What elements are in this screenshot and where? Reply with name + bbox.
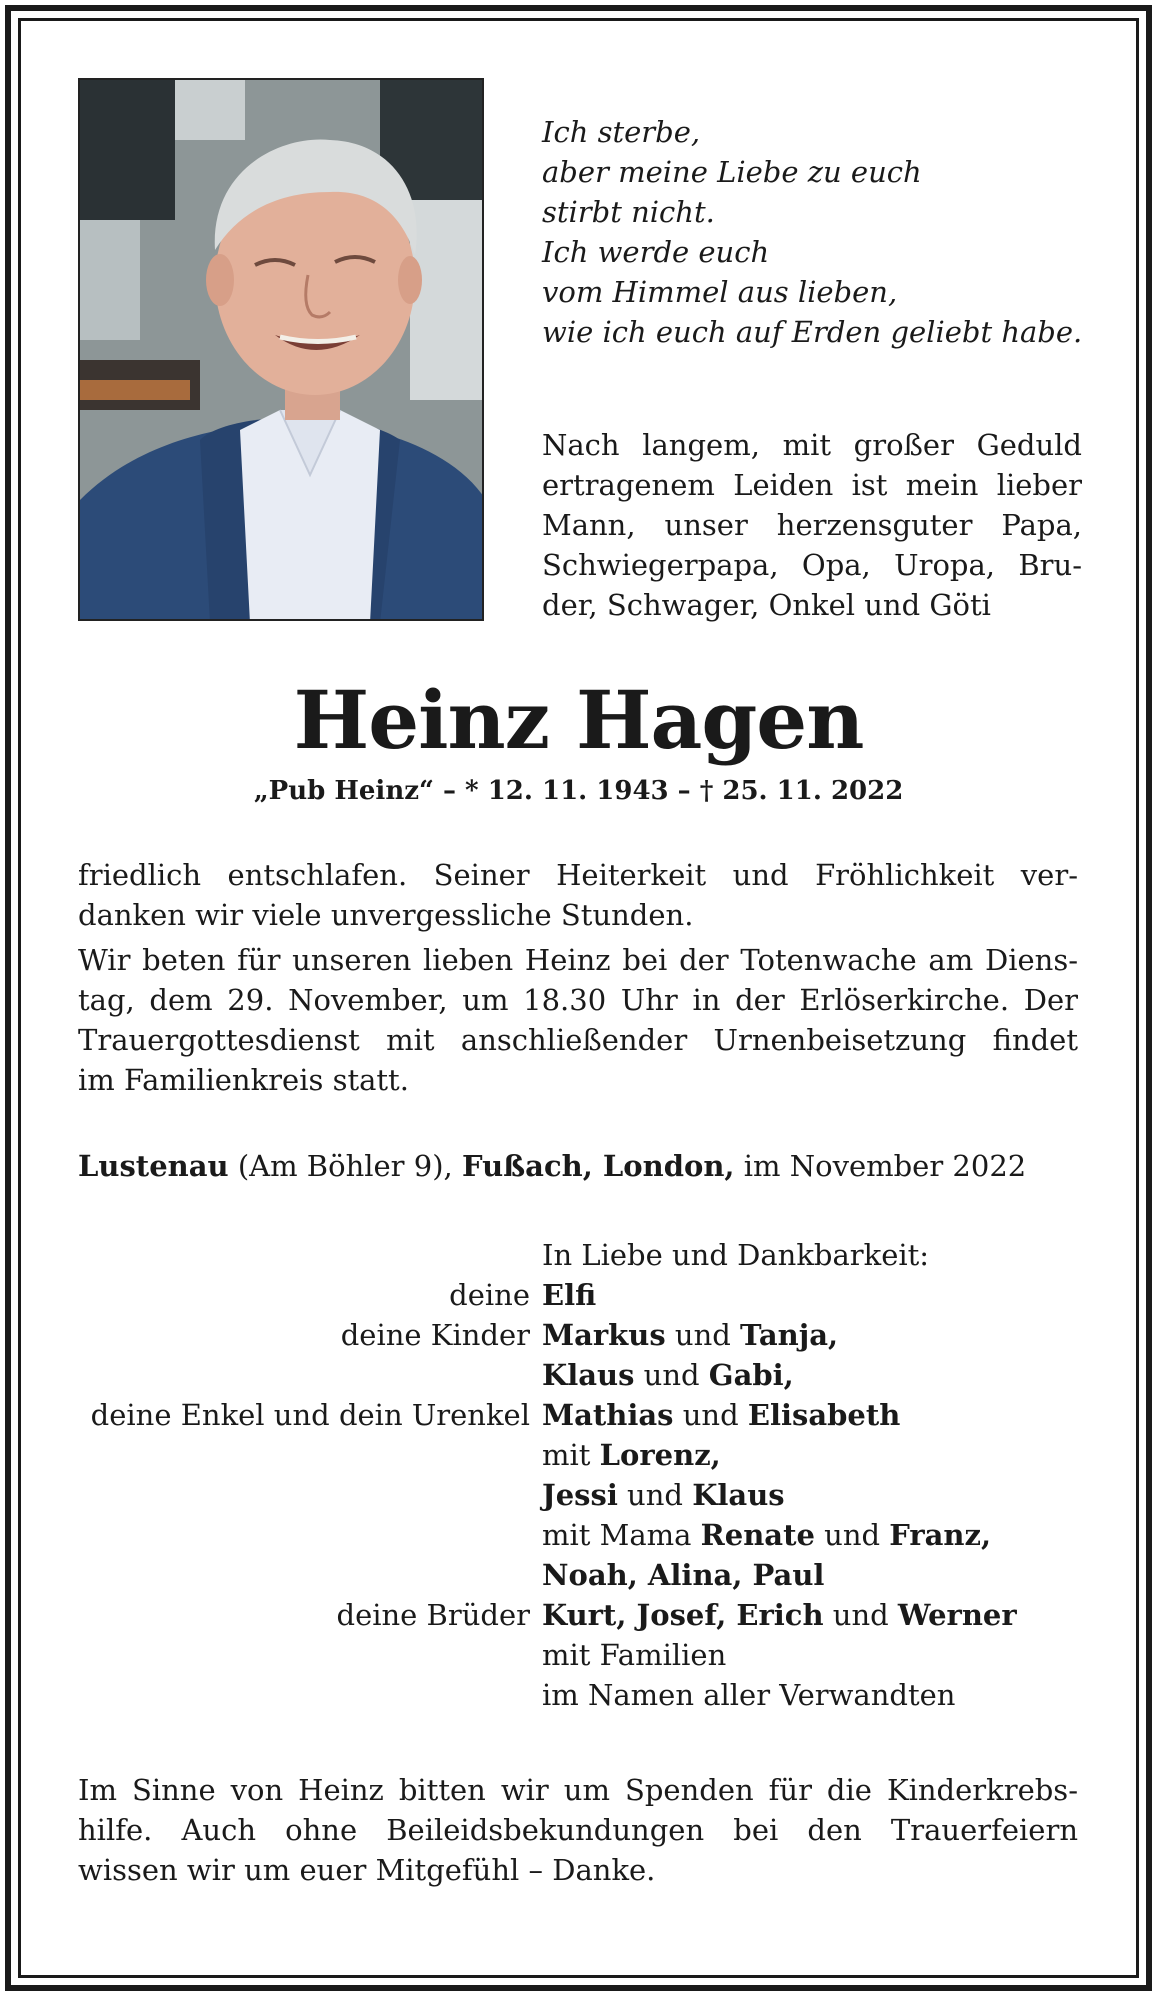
family-row bbox=[0, 1355, 1157, 1395]
intro-line: Mann, unser herzensguter Papa, bbox=[542, 508, 1082, 542]
family-name: Tanja, bbox=[740, 1318, 839, 1352]
family-row bbox=[0, 1515, 1157, 1555]
intro-line: Schwiegerpapa, Opa, Uropa, Bru- bbox=[542, 548, 1082, 582]
family-name: Gabi, bbox=[708, 1358, 794, 1392]
family-names bbox=[542, 1355, 794, 1395]
place-others: Fußach, London, bbox=[461, 1149, 735, 1183]
family-names bbox=[542, 1395, 900, 1435]
family-names bbox=[542, 1475, 785, 1515]
family-name: Klaus bbox=[542, 1358, 635, 1392]
family-connector: und bbox=[814, 1518, 890, 1552]
family-relation-label: deine Brüder bbox=[336, 1598, 530, 1632]
family-name: Markus bbox=[542, 1318, 666, 1352]
paragraph-2 bbox=[78, 940, 1078, 1100]
place-date: im November 2022 bbox=[743, 1149, 1027, 1183]
portrait-photo bbox=[78, 78, 484, 621]
intro-line: der, Schwager, Onkel und Göti bbox=[542, 588, 991, 622]
closing-line: wissen wir um euer Mitgefühl – Danke. bbox=[78, 1853, 656, 1887]
paragraph-line: Wir beten für unseren lieben Heinz bei der Totenwache am Diens- bbox=[78, 943, 1078, 977]
place-line bbox=[78, 1146, 1026, 1186]
paragraph-line: Trauergottesdienst mit anschließender Urnenbeisetzung findet bbox=[78, 1023, 1078, 1057]
family-name: Jessi bbox=[542, 1478, 618, 1512]
family-connector: mit bbox=[542, 1438, 600, 1472]
family-name: Kurt, Josef, Erich bbox=[542, 1598, 824, 1632]
intro-text bbox=[542, 425, 1082, 625]
family-names bbox=[542, 1635, 726, 1675]
family-row bbox=[0, 1475, 1157, 1515]
family-name: Noah, Alina, Paul bbox=[542, 1558, 825, 1592]
deceased-name: Heinz Hagen bbox=[293, 673, 864, 767]
closing-paragraph bbox=[78, 1770, 1078, 1890]
family-name: Elisabeth bbox=[747, 1398, 901, 1432]
family-row bbox=[0, 1635, 1157, 1675]
family-name: Werner bbox=[897, 1598, 1017, 1632]
poem-line: stirbt nicht. bbox=[542, 195, 715, 229]
family-connector: und bbox=[823, 1598, 898, 1632]
place-address: (Am Böhler 9), bbox=[237, 1149, 453, 1183]
paragraph-line: im Familienkreis statt. bbox=[78, 1063, 409, 1097]
family-names bbox=[542, 1275, 596, 1315]
family-name: Lorenz, bbox=[599, 1438, 721, 1472]
poem-line: Ich sterbe, bbox=[542, 115, 701, 149]
family-row bbox=[0, 1675, 1157, 1715]
family-connector: und bbox=[617, 1478, 693, 1512]
family-names bbox=[542, 1555, 824, 1595]
family-name: Elfi bbox=[542, 1278, 597, 1312]
family-row bbox=[0, 1395, 1157, 1435]
family-row bbox=[0, 1435, 1157, 1475]
family-connector: im Namen aller Verwandten bbox=[542, 1678, 956, 1712]
paragraph-line: danken wir viele unvergessliche Stunden. bbox=[78, 898, 694, 932]
paragraph-line: friedlich entschlafen. Seiner Heiterkeit und Fröhlichkeit ver- bbox=[78, 858, 1078, 892]
family-row bbox=[0, 1555, 1157, 1595]
poem-line: aber meine Liebe zu euch bbox=[542, 155, 922, 189]
family-relation-label: deine Kinder bbox=[340, 1318, 530, 1352]
family-names bbox=[542, 1315, 838, 1355]
life-dates: „Pub Heinz“ – * 12. 11. 1943 – † 25. 11. 2022 bbox=[253, 776, 904, 806]
poem bbox=[542, 112, 1102, 352]
family-connector: mit Familien bbox=[542, 1638, 727, 1672]
family-connector: und bbox=[634, 1358, 709, 1392]
family-row bbox=[0, 1595, 1157, 1635]
thanks-line: In Liebe und Dankbarkeit: bbox=[542, 1238, 930, 1272]
intro-line: Nach langem, mit großer Geduld bbox=[542, 428, 1082, 462]
family-names bbox=[542, 1515, 991, 1555]
family-name: Mathias bbox=[542, 1398, 674, 1432]
family-names bbox=[542, 1675, 955, 1715]
paragraph-1 bbox=[78, 855, 1078, 935]
place-town: Lustenau bbox=[78, 1149, 229, 1183]
poem-line: wie ich euch auf Erden geliebt habe. bbox=[542, 315, 1083, 349]
family-row bbox=[0, 1275, 1157, 1315]
closing-line: hilfe. Auch ohne Beileidsbekundungen bei den Trauerfeiern bbox=[78, 1813, 1078, 1847]
family-connector: und bbox=[673, 1398, 748, 1432]
paragraph-line: tag, dem 29. November, um 18.30 Uhr in der Erlöserkirche. Der bbox=[78, 983, 1078, 1017]
family-connector: und bbox=[665, 1318, 741, 1352]
family-name: Franz, bbox=[889, 1518, 992, 1552]
family-names bbox=[542, 1435, 721, 1475]
family-name: Klaus bbox=[692, 1478, 785, 1512]
closing-line: Im Sinne von Heinz bitten wir um Spenden für die Kinderkrebs- bbox=[78, 1773, 1078, 1807]
poem-line: Ich werde euch bbox=[542, 235, 770, 269]
family-names bbox=[542, 1595, 1017, 1635]
family-connector: mit Mama bbox=[542, 1518, 701, 1552]
intro-line: ertragenem Leiden ist mein lieber bbox=[542, 468, 1082, 502]
poem-line: vom Himmel aus lieben, bbox=[542, 275, 898, 309]
family-row bbox=[0, 1315, 1157, 1355]
family-relation-label: deine bbox=[449, 1278, 530, 1312]
family-name: Renate bbox=[700, 1518, 815, 1552]
family-relation-label: deine Enkel und dein Urenkel bbox=[90, 1398, 530, 1432]
